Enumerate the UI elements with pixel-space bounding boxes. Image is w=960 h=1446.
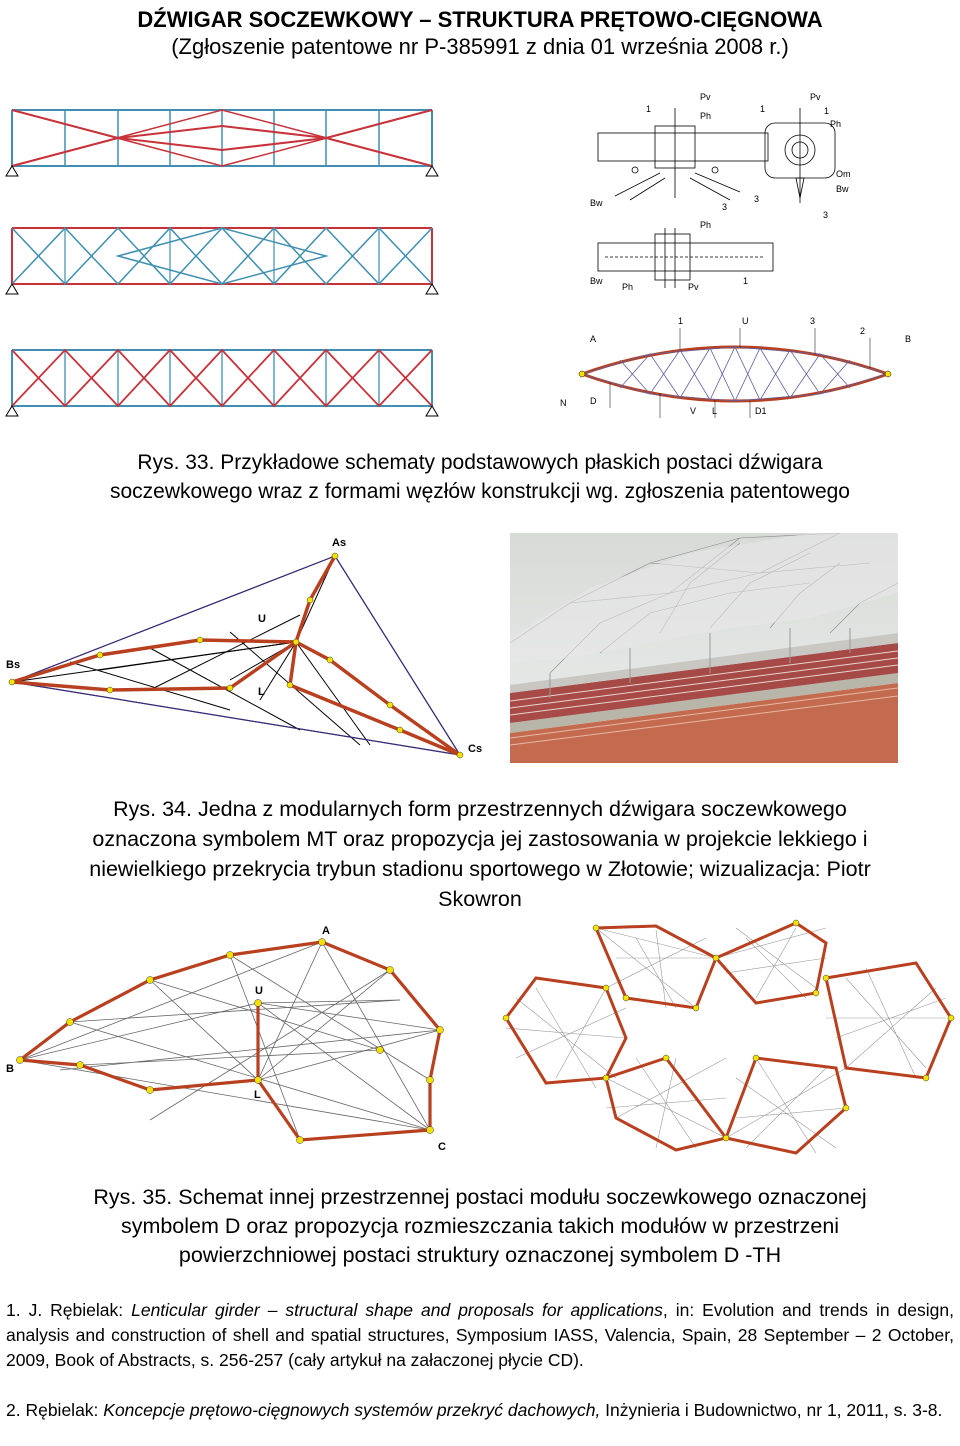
svg-text:A: A xyxy=(590,334,597,344)
svg-text:Bw: Bw xyxy=(590,198,603,208)
mt-module-diagram xyxy=(0,530,500,770)
label-b: B xyxy=(6,1063,14,1075)
page-subtitle: (Zgłoszenie patentowe nr P-385991 z dnia 01 września 2008 r.) xyxy=(171,34,789,59)
fig35-caption-line3: powierzchniowej postaci struktury oznaczonej symbolem D -TH xyxy=(178,1243,782,1267)
svg-text:Pv: Pv xyxy=(688,282,699,292)
label-l: L xyxy=(254,1089,261,1101)
svg-text:1: 1 xyxy=(678,316,684,326)
svg-text:B: B xyxy=(905,334,912,344)
fig33-caption-line1: Rys. 33. Przykładowe schematy podstawowych płaskich postaci dźwigara xyxy=(137,451,823,474)
svg-text:3: 3 xyxy=(823,210,829,220)
page-title: DŹWIGAR SOCZEWKOWY – STRUKTURA PRĘTOWO-CIĘGNOWA xyxy=(137,7,823,32)
svg-text:Bw: Bw xyxy=(836,184,849,194)
reference-2: 2. Rębielak: Koncepcje prętowo-cięgnowych systemów przekryć dachowych, Inżynieria i Budownictwo, nr 1, 2011, s. 3-8. xyxy=(6,1400,943,1420)
label-c: C xyxy=(438,1141,446,1153)
fig35-caption-line2: symbolem D oraz propozycja rozmieszczania takich modułów w przestrzeni xyxy=(120,1214,840,1238)
stadium-visualization xyxy=(510,533,898,763)
svg-text:U: U xyxy=(742,316,749,326)
fig33-caption-line2: soczewkowego wraz z formami węzłów konstrukcji wg. zgłoszenia patentowego xyxy=(110,480,850,503)
node-detail-top xyxy=(598,108,835,203)
svg-text:Ph: Ph xyxy=(830,119,842,129)
label-a: A xyxy=(322,925,330,937)
truss-3 xyxy=(12,350,432,406)
node-details xyxy=(560,88,950,433)
fig34-caption-line2: oznaczona symbolem MT oraz propozycja jej zastosowania w projekcie lekkiego i xyxy=(92,827,868,851)
reference-1: 1. J. Rębielak: Lenticular girder – structural shape and proposals for applications, in: Evolution and trends in design, analysis and construction of shell and spatial structures, Symposium IASS, Valencia, Spain, 28 September – 2 October, 2009, Book of Abstracts, s. 256-257 (cały artykuł na załaczonej płycie CD). xyxy=(6,1300,954,1370)
svg-text:1: 1 xyxy=(743,276,749,286)
svg-text:Pv: Pv xyxy=(700,92,711,102)
svg-text:Pv: Pv xyxy=(810,92,821,102)
svg-text:V: V xyxy=(690,406,697,416)
svg-text:Ph: Ph xyxy=(700,220,712,230)
d-th-structure xyxy=(496,918,960,1158)
svg-text:3: 3 xyxy=(754,194,760,204)
svg-text:Om: Om xyxy=(836,169,851,179)
truss-schemes xyxy=(0,88,450,433)
fig34-caption-line3: niewielkiego przekrycia trybun stadionu sportowego w Złotowie; wizualizacja: Piotr xyxy=(89,857,871,881)
label-u: U xyxy=(255,985,263,997)
fig34-caption-line1: Rys. 34. Jedna z modularnych form przestrzennych dźwigara soczewkowego xyxy=(113,797,847,821)
truss-2 xyxy=(12,228,432,284)
lens-girder-detail xyxy=(579,328,891,418)
svg-text:D: D xyxy=(590,396,597,406)
svg-text:Ph: Ph xyxy=(700,111,712,121)
fig34-caption-line4: Skowron xyxy=(438,887,522,911)
svg-text:1: 1 xyxy=(646,104,652,114)
node-detail-labels xyxy=(560,92,911,416)
label-cs: Cs xyxy=(468,743,483,755)
label-l: L xyxy=(258,686,265,698)
svg-text:1: 1 xyxy=(824,106,830,116)
label-bs: Bs xyxy=(6,659,21,671)
svg-text:N: N xyxy=(560,398,567,408)
label-as: As xyxy=(332,537,347,549)
svg-text:3: 3 xyxy=(722,202,728,212)
svg-text:L: L xyxy=(712,406,718,416)
svg-text:D1: D1 xyxy=(755,406,767,416)
d-module-diagram xyxy=(0,920,470,1160)
svg-text:2: 2 xyxy=(860,326,866,336)
svg-text:Ph: Ph xyxy=(622,282,634,292)
svg-text:1: 1 xyxy=(760,104,766,114)
label-u: U xyxy=(258,613,266,625)
svg-text:Bw: Bw xyxy=(590,276,603,286)
truss-1 xyxy=(12,110,432,166)
svg-text:3: 3 xyxy=(810,316,816,326)
fig35-caption-line1: Rys. 35. Schemat innej przestrzennej postaci modułu soczewkowego oznaczonej xyxy=(93,1185,867,1209)
